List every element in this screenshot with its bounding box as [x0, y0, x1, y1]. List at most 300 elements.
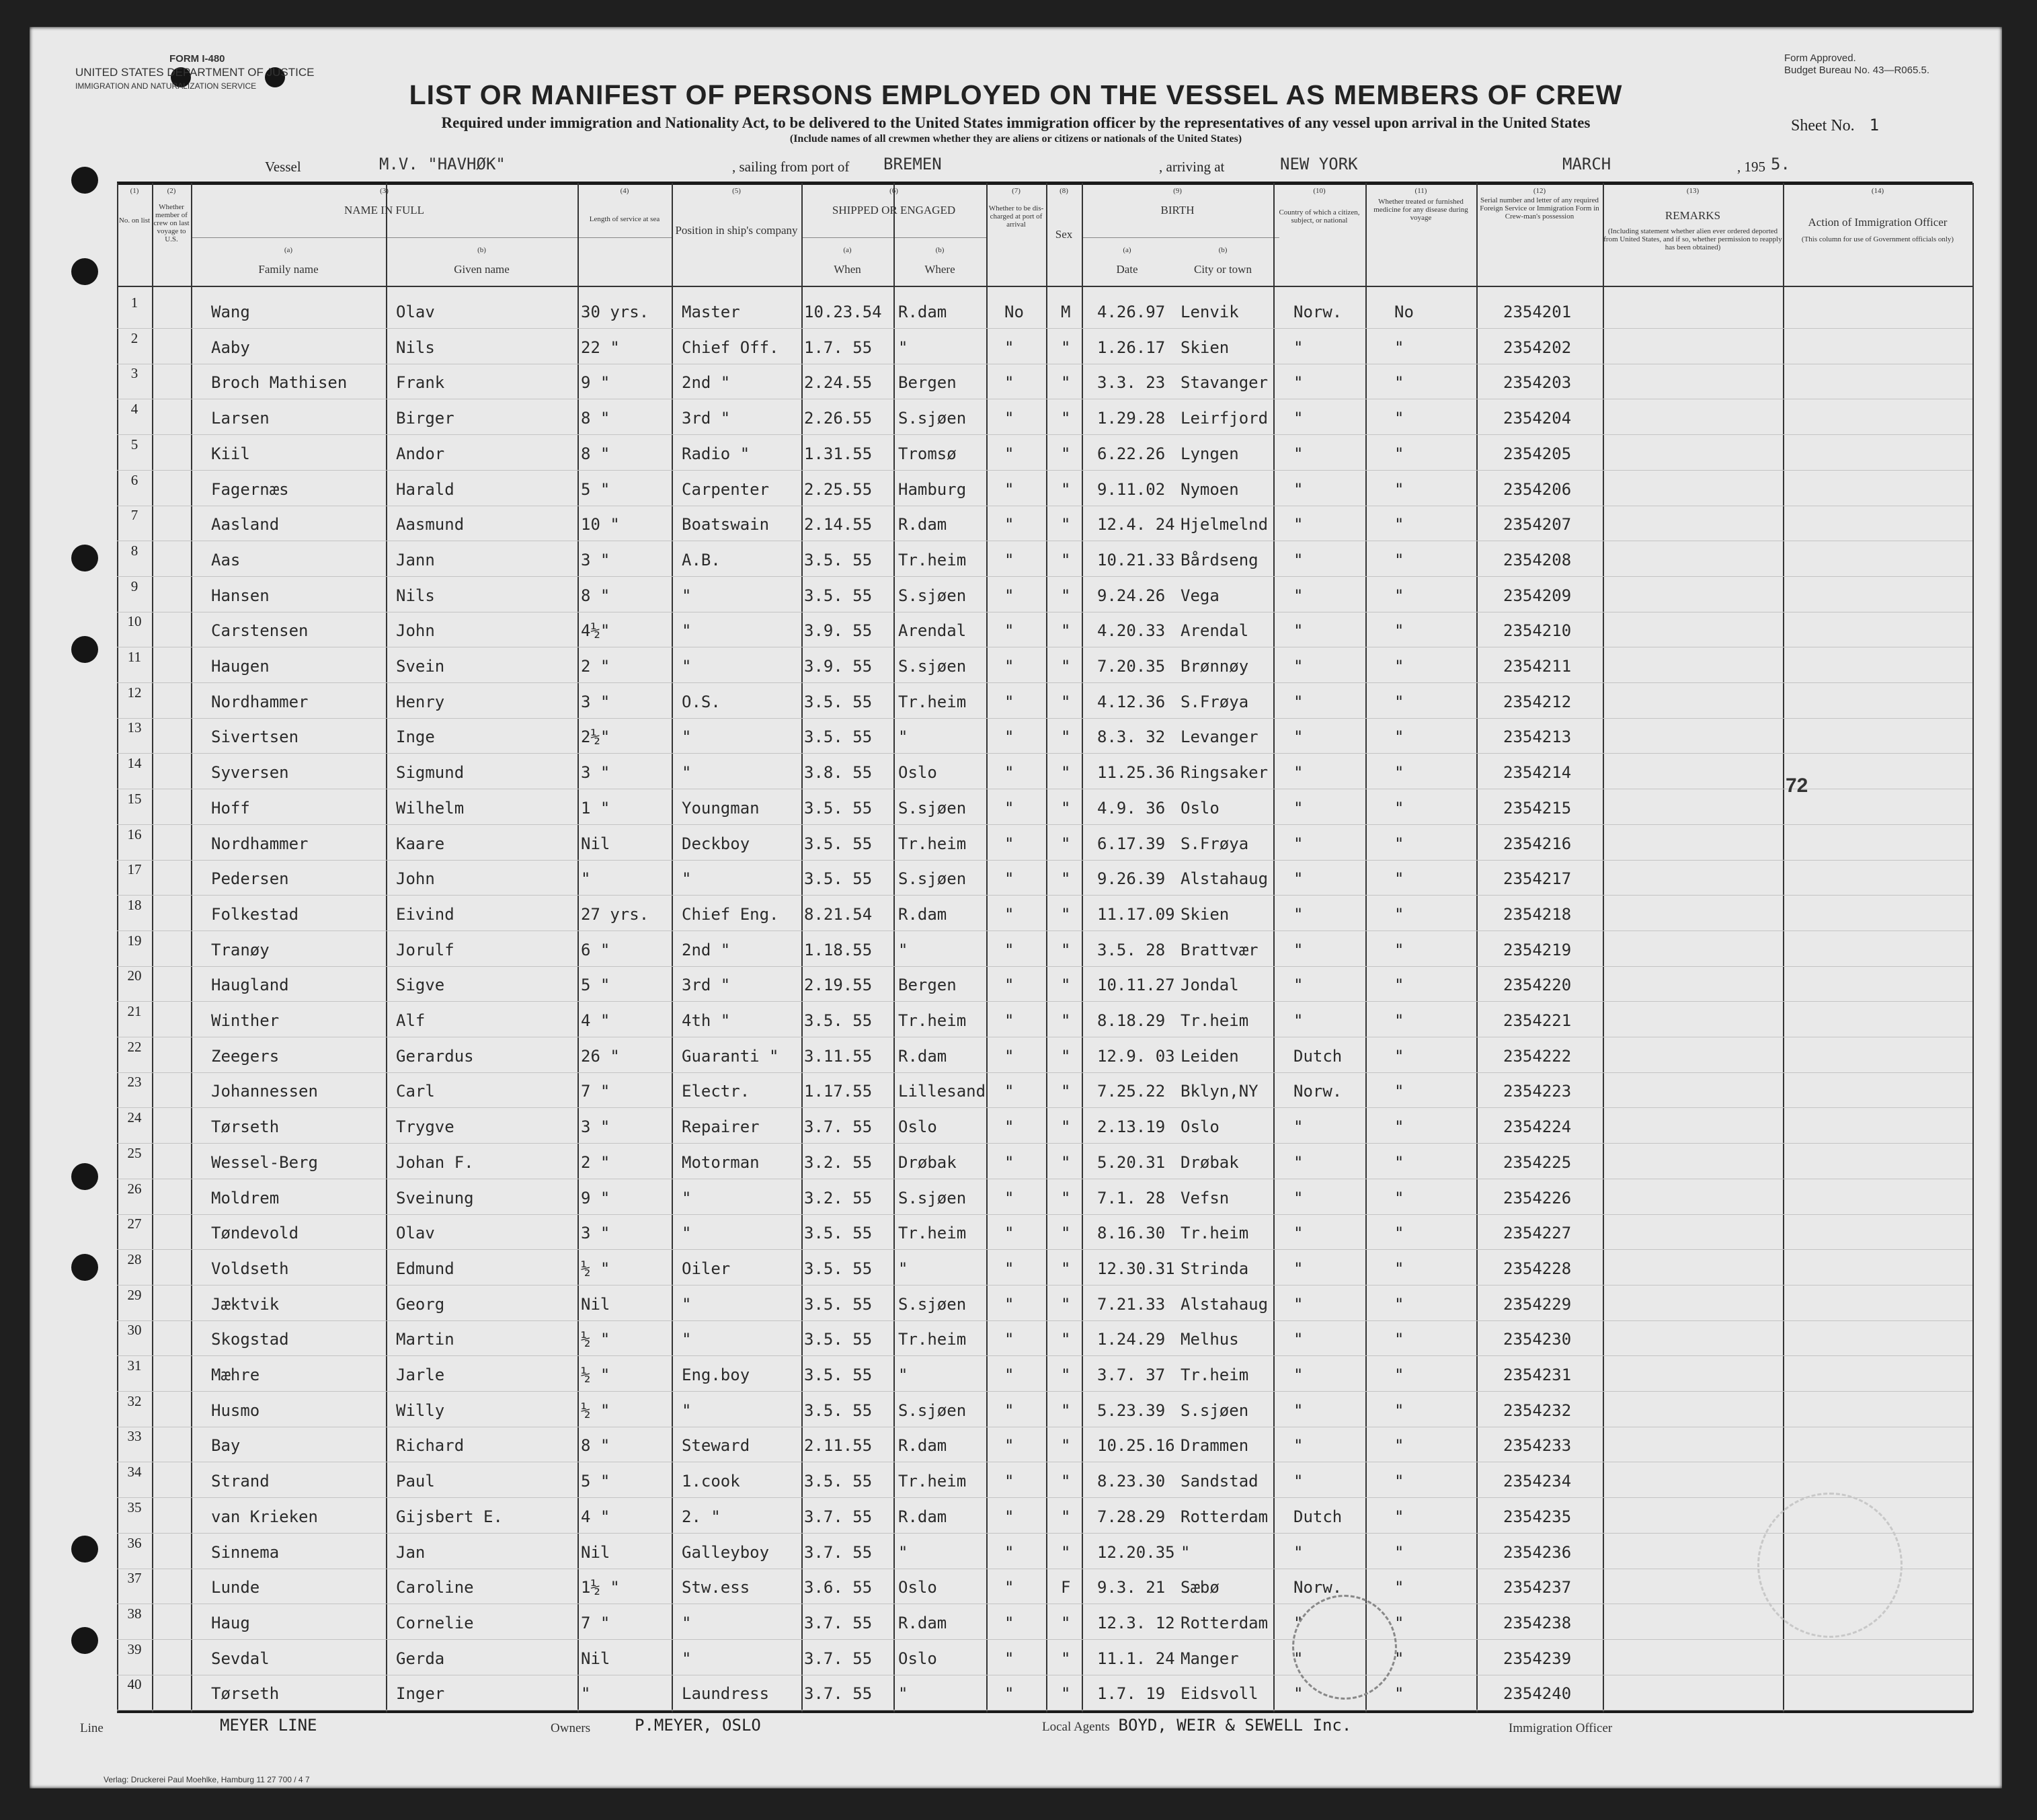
family-name: Strand	[211, 1472, 270, 1491]
birth-date: 1.24.29	[1097, 1330, 1166, 1349]
birth-date: 1.26.17	[1097, 338, 1166, 357]
given-name: Richard	[396, 1436, 465, 1456]
position: Youngman	[682, 798, 760, 818]
printer-imprint: Verlag: Druckerei Paul Moehlke, Hamburg 11 27 700 / 4 7	[104, 1775, 310, 1784]
service-length: 27 yrs.	[581, 904, 649, 924]
medicine: "	[1394, 409, 1404, 428]
page-title: LIST OR MANIFEST OF PERSONS EMPLOYED ON THE VESSEL AS MEMBERS OF CREW	[409, 79, 1623, 110]
family-name: Bay	[211, 1436, 241, 1456]
discharged: "	[1004, 1436, 1014, 1456]
column-rule	[672, 183, 673, 1712]
medicine: "	[1394, 692, 1404, 711]
family-name: Skogstad	[211, 1330, 289, 1349]
birth-city: Brønnøy	[1181, 657, 1249, 676]
family-name: Lunde	[211, 1578, 260, 1597]
row-number: 35	[127, 1499, 142, 1515]
country: "	[1293, 692, 1304, 711]
shipped-where: Drøbak	[898, 1152, 957, 1172]
shipped-where: Oslo	[898, 1117, 937, 1137]
country: "	[1293, 1152, 1304, 1172]
header-c2: Whether member of crew on last voyage to U.S.	[153, 203, 190, 243]
shipped-when: 3.7. 55	[804, 1117, 873, 1137]
header-c1-num: (1)	[130, 187, 139, 195]
row-number: 10	[127, 613, 142, 630]
position: Carpenter	[682, 479, 770, 499]
sex: "	[1061, 1117, 1071, 1137]
discharged: "	[1004, 1259, 1014, 1278]
header-c9b-num: (b)	[1218, 246, 1228, 254]
given-name: Nils	[396, 586, 435, 605]
position: "	[682, 1330, 692, 1349]
row-rule	[117, 860, 1972, 861]
discharged: "	[1004, 1542, 1014, 1562]
footer-owners-value	[635, 1716, 761, 1735]
subheader-rule	[191, 237, 672, 238]
family-name: Tørseth	[211, 1684, 280, 1704]
serial-number: 2354202	[1503, 338, 1572, 357]
shipped-when: 2.25.55	[804, 479, 873, 499]
medicine: "	[1394, 1542, 1404, 1562]
year-value: 5.	[1771, 155, 1790, 173]
row-rule	[117, 718, 1972, 719]
given-name: Gerardus	[396, 1046, 474, 1066]
position: Stw.ess	[682, 1578, 750, 1597]
shipped-where: Bergen	[898, 976, 957, 995]
row-number: 15	[127, 790, 142, 807]
discharged: "	[1004, 657, 1014, 676]
serial-number: 2354208	[1503, 550, 1572, 569]
shipped-where: Tr.heim	[898, 1330, 967, 1349]
service-length: 6 "	[581, 940, 610, 959]
shipped-when: 3.5. 55	[804, 1259, 873, 1278]
serial-number: 2354227	[1503, 1224, 1572, 1243]
punch-hole	[71, 1163, 98, 1190]
position: "	[682, 586, 692, 605]
given-name: Wilhelm	[396, 798, 465, 818]
shipped-when: 1.18.55	[804, 940, 873, 959]
shipped-when: 3.5. 55	[804, 550, 873, 569]
serial-number: 2354233	[1503, 1436, 1572, 1456]
medicine: "	[1394, 621, 1404, 641]
medicine: "	[1394, 763, 1404, 783]
discharged: "	[1004, 550, 1014, 569]
position: "	[682, 1649, 692, 1668]
birth-city: Tr.heim	[1181, 1011, 1249, 1030]
serial-number: 2354230	[1503, 1330, 1572, 1349]
given-name: Carl	[396, 1082, 435, 1101]
serial-number: 2354223	[1503, 1082, 1572, 1101]
column-rule	[1476, 183, 1478, 1712]
shipped-where: Tromsø	[898, 444, 957, 463]
service-length: 1½ "	[581, 1578, 620, 1597]
shipped-when: 3.5. 55	[804, 834, 873, 853]
service-length: 4 "	[581, 1507, 610, 1526]
discharged: "	[1004, 1224, 1014, 1243]
header-c3-num: (3)	[380, 187, 389, 195]
given-name: Andor	[396, 444, 445, 463]
sex: "	[1061, 657, 1071, 676]
given-name: Trygve	[396, 1117, 454, 1137]
discharged: "	[1004, 1684, 1014, 1704]
subheader-rule	[1082, 237, 1279, 238]
position: Galleyboy	[682, 1542, 770, 1562]
family-name: Moldrem	[211, 1188, 280, 1208]
position: O.S.	[682, 692, 721, 711]
birth-date: 7.1. 28	[1097, 1188, 1166, 1208]
medicine: "	[1394, 798, 1404, 818]
discharged: "	[1004, 1082, 1014, 1101]
country: "	[1293, 1117, 1304, 1137]
birth-date: 6.17.39	[1097, 834, 1166, 853]
service-length: 8 "	[581, 409, 610, 428]
footer-owners	[551, 1721, 590, 1736]
sex: "	[1061, 1613, 1071, 1632]
given-name: John	[396, 869, 435, 889]
header-rule	[117, 286, 1972, 287]
birth-date: 12.3. 12	[1097, 1613, 1175, 1632]
manifest-sheet	[30, 27, 2002, 1788]
given-name: Inge	[396, 727, 435, 747]
country: "	[1293, 763, 1304, 783]
row-number: 19	[127, 932, 142, 949]
position: Chief Off.	[682, 338, 779, 357]
birth-date: 4.12.36	[1097, 692, 1166, 711]
row-number: 27	[127, 1216, 142, 1232]
given-name: Jarle	[396, 1366, 445, 1384]
given-name: Olav	[396, 1224, 435, 1243]
row-number: 31	[127, 1357, 142, 1374]
sheet-label: Sheet No.	[1791, 117, 1855, 134]
birth-city: Lyngen	[1181, 444, 1239, 463]
service-length: 26 "	[581, 1046, 620, 1066]
shipped-where: R.dam	[898, 1613, 947, 1632]
row-rule	[117, 1072, 1972, 1073]
sex: "	[1061, 338, 1071, 357]
voyage-row	[265, 153, 1798, 180]
position: "	[682, 1613, 692, 1632]
row-number: 26	[127, 1180, 142, 1197]
family-name: Sinnema	[211, 1542, 280, 1562]
position: Deckboy	[682, 834, 750, 853]
row-number: 3	[130, 365, 138, 382]
shipped-when: 3.5. 55	[804, 1011, 873, 1030]
row-rule	[117, 1320, 1972, 1321]
discharged: "	[1004, 373, 1014, 393]
position: "	[682, 1400, 692, 1420]
punch-hole	[71, 1254, 98, 1281]
birth-date: 11.25.36	[1097, 763, 1175, 783]
family-name: Winther	[211, 1011, 280, 1030]
service-length: 4 "	[581, 1011, 610, 1030]
country: Norw.	[1293, 1578, 1343, 1597]
punch-hole	[71, 545, 98, 571]
given-name: Paul	[396, 1472, 435, 1491]
country: "	[1293, 1649, 1304, 1668]
discharged: "	[1004, 904, 1014, 924]
medicine: "	[1394, 1366, 1404, 1384]
country: "	[1293, 1472, 1304, 1491]
birth-city: Skien	[1181, 904, 1230, 924]
serial-number: 2354224	[1503, 1117, 1572, 1137]
birth-city: Drøbak	[1181, 1152, 1239, 1172]
country: "	[1293, 834, 1304, 853]
discharged: "	[1004, 1613, 1014, 1632]
footer-agents	[1042, 1716, 1351, 1735]
family-name: Mæhre	[211, 1366, 260, 1384]
row-number: 25	[127, 1144, 142, 1161]
serial-number: 2354205	[1503, 444, 1572, 463]
service-length: 3 "	[581, 1117, 610, 1137]
country: "	[1293, 479, 1304, 499]
position: "	[682, 1188, 692, 1208]
row-rule	[117, 328, 1972, 329]
given-name: John	[396, 621, 435, 641]
arriving-label: , arriving at	[1159, 159, 1225, 175]
country: Norw.	[1293, 303, 1343, 321]
sex: "	[1061, 1507, 1071, 1526]
margin-note: 72	[1786, 775, 1808, 797]
family-name: Haugland	[211, 976, 289, 995]
family-name: Haug	[211, 1613, 250, 1632]
serial-number: 2354228	[1503, 1259, 1572, 1278]
vessel-value: M.V. "HAVHØK"	[379, 155, 506, 173]
sex: "	[1061, 727, 1071, 747]
shipped-when: 1.31.55	[804, 444, 873, 463]
discharged: "	[1004, 1330, 1014, 1349]
birth-city: Oslo	[1181, 1117, 1220, 1137]
shipped-where: S.sjøen	[898, 798, 967, 818]
port-value: BREMEN	[883, 155, 942, 173]
sex: "	[1061, 1366, 1071, 1384]
birth-date: 3.3. 23	[1097, 373, 1166, 393]
position: Radio "	[682, 444, 750, 463]
medicine: "	[1394, 1649, 1404, 1668]
header-c13: REMARKS	[1665, 209, 1721, 222]
footer-line-value	[220, 1716, 317, 1735]
birth-date: 1.7. 19	[1097, 1684, 1166, 1704]
birth-city: Levanger	[1181, 727, 1259, 747]
family-name: Pedersen	[211, 869, 289, 889]
country: "	[1293, 1011, 1304, 1030]
birth-date: 9.3. 21	[1097, 1578, 1166, 1597]
shipped-where: Tr.heim	[898, 1011, 967, 1030]
header-c7-num: (7)	[1012, 187, 1021, 195]
column-rule	[893, 183, 895, 1712]
row-rule	[117, 682, 1972, 683]
family-name: Wang	[211, 303, 250, 321]
birth-city: Bklyn,NY	[1181, 1082, 1259, 1101]
service-length: ½ "	[581, 1400, 610, 1420]
service-name: IMMIGRATION AND NATURALIZATION SERVICE	[75, 81, 257, 91]
discharged: No	[1004, 303, 1024, 321]
serial-number: 2354222	[1503, 1046, 1572, 1066]
service-length: 9 "	[581, 373, 610, 393]
family-name: Nordhammer	[211, 692, 309, 711]
medicine: "	[1394, 1046, 1404, 1066]
position: Repairer	[682, 1117, 760, 1137]
discharged: "	[1004, 515, 1014, 535]
sex: "	[1061, 1224, 1071, 1243]
family-name: Tranøy	[211, 940, 270, 959]
medicine: "	[1394, 1472, 1404, 1491]
serial-number: 2354235	[1503, 1507, 1572, 1526]
sex: "	[1061, 621, 1071, 641]
header-c8: Sex	[1055, 228, 1073, 241]
header-c14: Action of Immigration Officer	[1808, 216, 1948, 229]
position: 2nd "	[682, 940, 731, 959]
shipped-when: 1.17.55	[804, 1082, 873, 1101]
given-name: Gerda	[396, 1649, 445, 1668]
sex: "	[1061, 834, 1071, 853]
row-number: 28	[127, 1251, 142, 1267]
shipped-when: 10.23.54	[804, 303, 882, 321]
shipped-when: 3.2. 55	[804, 1152, 873, 1172]
row-number: 5	[130, 436, 138, 452]
row-number: 6	[130, 471, 138, 488]
sex: "	[1061, 586, 1071, 605]
column-rule	[1603, 183, 1604, 1712]
birth-city: S.Frøya	[1181, 692, 1249, 711]
shipped-when: 3.7. 55	[804, 1684, 873, 1704]
row-number: 30	[127, 1322, 142, 1339]
country: "	[1293, 1436, 1304, 1456]
header-c3b-num: (b)	[477, 246, 486, 254]
position: "	[682, 1294, 692, 1314]
row-rule	[117, 1249, 1972, 1250]
position: Boatswain	[682, 515, 770, 535]
discharged: "	[1004, 1507, 1014, 1526]
serial-number: 2354219	[1503, 940, 1572, 959]
given-name: Cornelie	[396, 1613, 474, 1632]
table-top-rule	[117, 182, 1972, 185]
shipped-where: Tr.heim	[898, 1224, 967, 1243]
medicine: "	[1394, 1684, 1404, 1704]
country: "	[1293, 904, 1304, 924]
shipped-where: R.dam	[898, 1046, 947, 1066]
header-c7: Whether to be dis-charged at port of arrival	[988, 204, 1044, 229]
row-number: 12	[127, 684, 142, 701]
service-length: 5 "	[581, 1472, 610, 1491]
column-rule	[801, 183, 803, 1712]
birth-city: Alstahaug	[1181, 869, 1269, 889]
serial-number: 2354214	[1503, 763, 1572, 783]
given-name: Jann	[396, 550, 435, 569]
column-rule	[1972, 183, 1974, 1712]
family-name: Broch Mathisen	[211, 373, 348, 393]
position: "	[682, 869, 692, 889]
given-name: Nils	[396, 338, 435, 357]
given-name: Edmund	[396, 1259, 454, 1278]
position: 1.cook	[682, 1472, 740, 1491]
given-name: Sigmund	[396, 763, 465, 783]
shipped-when: 3.6. 55	[804, 1578, 873, 1597]
shipped-when: 3.2. 55	[804, 1188, 873, 1208]
header-c14-num: (14)	[1871, 187, 1884, 195]
medicine: "	[1394, 940, 1404, 959]
country: Norw.	[1293, 1082, 1343, 1101]
service-length: 9 "	[581, 1188, 610, 1208]
service-length: 10 "	[581, 515, 620, 535]
family-name: Sivertsen	[211, 727, 299, 747]
position: Guaranti "	[682, 1046, 779, 1066]
birth-city: Tr.heim	[1181, 1366, 1249, 1384]
officer-label: Immigration Officer	[1509, 1721, 1613, 1735]
service-length: 5 "	[581, 479, 610, 499]
medicine: "	[1394, 1011, 1404, 1030]
serial-number: 2354238	[1503, 1613, 1572, 1632]
position: 3rd "	[682, 976, 731, 995]
birth-city: Jondal	[1181, 976, 1239, 995]
country: "	[1293, 1294, 1304, 1314]
shipped-where: "	[898, 1542, 908, 1562]
column-rule	[386, 183, 387, 1712]
header-c9: BIRTH	[1160, 204, 1195, 216]
row-rule	[117, 895, 1972, 896]
header-c12-num: (12)	[1533, 187, 1546, 195]
birth-city: Tr.heim	[1181, 1224, 1249, 1243]
row-rule	[117, 1533, 1972, 1534]
birth-city: "	[1181, 1542, 1191, 1562]
medicine: "	[1394, 1188, 1404, 1208]
shipped-where: Oslo	[898, 1649, 937, 1668]
row-number: 13	[127, 719, 142, 736]
medicine: "	[1394, 1507, 1404, 1526]
birth-date: 8.16.30	[1097, 1224, 1166, 1243]
row-number: 37	[127, 1570, 142, 1587]
header-c3: NAME IN FULL	[344, 204, 424, 216]
approval-block	[1784, 52, 1929, 77]
shipped-where: Tr.heim	[898, 834, 967, 853]
row-number: 9	[130, 578, 138, 594]
header-c5-num: (5)	[732, 187, 741, 195]
sex: "	[1061, 976, 1071, 995]
agents-value: BOYD, WEIR & SEWELL Inc.	[1118, 1716, 1352, 1735]
shipped-when: 3.7. 55	[804, 1542, 873, 1562]
discharged: "	[1004, 621, 1014, 641]
shipped-where: S.sjøen	[898, 1188, 967, 1208]
shipped-where: S.sjøen	[898, 869, 967, 889]
medicine: "	[1394, 657, 1404, 676]
given-name: Gijsbert E.	[396, 1507, 503, 1526]
sex: "	[1061, 1472, 1071, 1491]
header-c6a-num: (a)	[843, 246, 852, 254]
serial-number: 2354210	[1503, 621, 1572, 641]
country: Dutch	[1293, 1046, 1343, 1066]
row-number: 33	[127, 1428, 142, 1445]
birth-date: 10.11.27	[1097, 976, 1175, 995]
serial-number: 2354226	[1503, 1188, 1572, 1208]
shipped-where: "	[898, 940, 908, 959]
serial-number: 2354201	[1503, 303, 1572, 321]
shipped-where: "	[898, 338, 908, 357]
row-number: 11	[127, 649, 142, 665]
medicine: "	[1394, 586, 1404, 605]
serial-number: 2354215	[1503, 798, 1572, 818]
birth-date: 10.21.33	[1097, 550, 1175, 569]
form-approved: Form Approved.	[1784, 52, 1856, 64]
country: "	[1293, 657, 1304, 676]
discharged: "	[1004, 444, 1014, 463]
serial-number: 2354218	[1503, 904, 1572, 924]
sex: "	[1061, 1082, 1071, 1101]
column-rule	[986, 183, 988, 1712]
shipped-where: R.dam	[898, 904, 947, 924]
serial-number: 2354216	[1503, 834, 1572, 853]
sex: "	[1061, 904, 1071, 924]
sailing-label: , sailing from port of	[732, 159, 850, 175]
vessel-label: Vessel	[265, 159, 301, 175]
discharged: "	[1004, 586, 1014, 605]
